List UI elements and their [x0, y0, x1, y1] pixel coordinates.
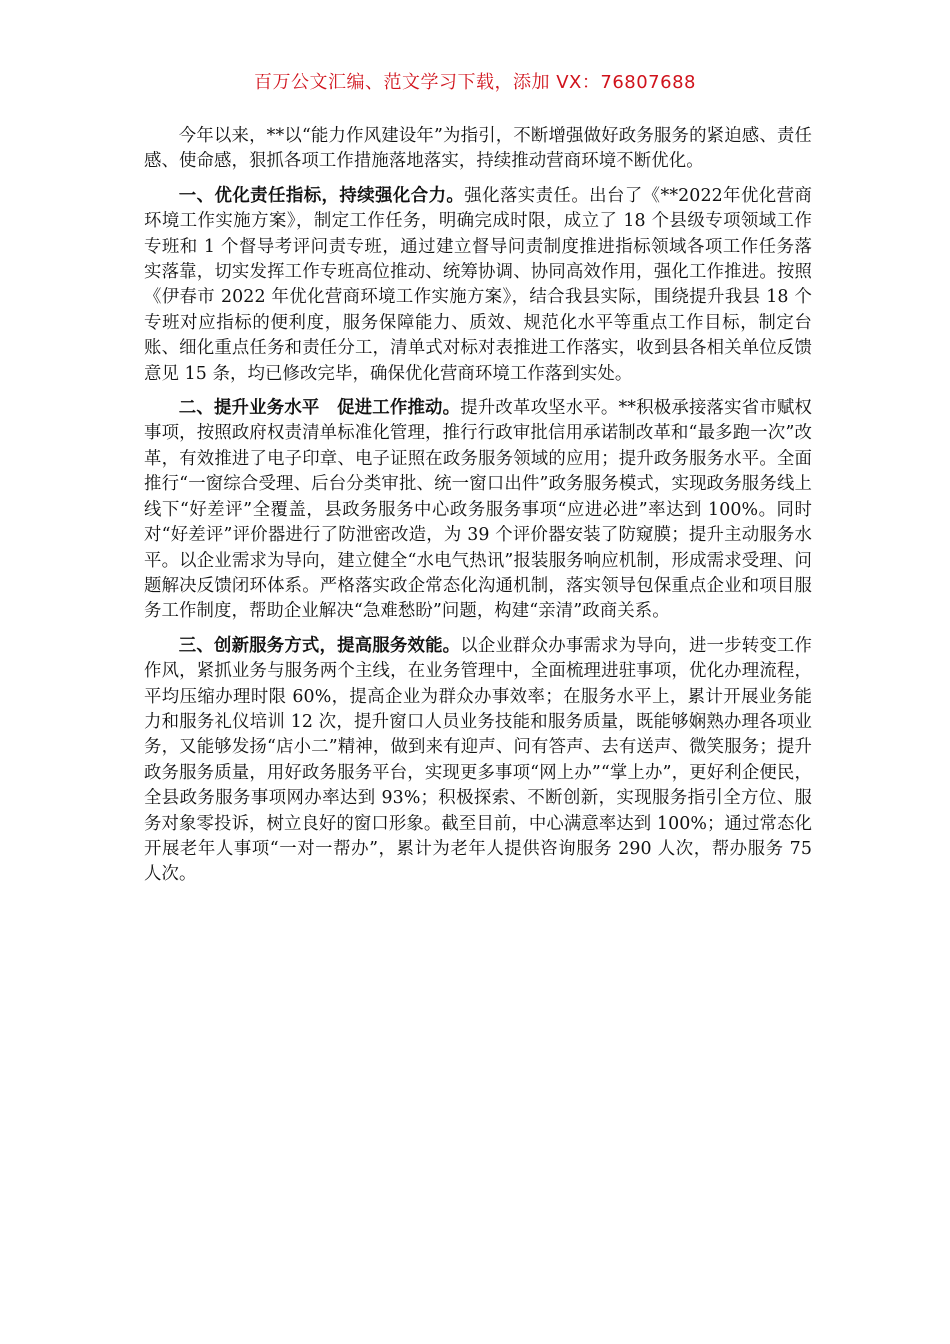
section-paragraph-1: [144, 184, 812, 387]
section-body-2: 提升改革攻坚水平。**积极承接落实省市赋权事项，按照政府权责清单标准化管理，推行行政审批信用承诺制改革和“最多跑一次”改革，有效推进了电子印章、电子证照在政务服务领域的应用；提升政务服务水平。全面推行“一窗综合受理、后台分类审批、统一窗口出件”政务服务模式，实现政务服务线上线下“好差评”全覆盖，县政务服务中心政务服务事项“应进必进”率达到 100%。同时对“好差评”评价器进行了防泄密改造，为 39 个评价器安装了防窥膜；提升主动服务水平。以企业需求为导向，建立健全“水电气热讯”报装服务响应机制，形成需求受理、问题解决反馈闭环体系。严格落实政企常态化沟通机制，落实领导包保重点企业和项目服务工作制度，帮助企业解决“急难愁盼”问题，构建“亲清”政商关系。: [144, 398, 812, 622]
intro-paragraph: 今年以来，**以“能力作风建设年”为指引，不断增强做好政务服务的紧迫感、责任感、使命感，狠抓各项工作措施落地落实，持续推动营商环境不断优化。: [144, 126, 812, 172]
document-body: [144, 124, 812, 897]
section-paragraph-2: [144, 396, 812, 625]
section-heading-2: 二、提升业务水平 促进工作推动。: [178, 398, 461, 419]
section-heading-3: 三、创新服务方式，提高服务效能。: [178, 635, 461, 656]
header-banner: 百万公文汇编、范文学习下载，添加 VX：76807688: [254, 72, 696, 93]
section-heading-1: 一、优化责任指标，持续强化合力。: [178, 185, 465, 206]
section-paragraph-3: [144, 634, 812, 888]
section-body-3: 以企业群众办事需求为导向，进一步转变工作作风，紧抓业务与服务两个主线，在业务管理中，全面梳理进驻事项，优化办理流程，平均压缩办理时限 60%，提高企业为群众办事效率；在服务水平上，累计开展业务能力和服务礼仪培训 12 次，提升窗口人员业务技能和服务质量，既能够娴熟办理各项业务，又能够发扬“店小二”精神，做到来有迎声、问有答声、去有送声、微笑服务；提升政务服务质量，用好政务服务平台，实现更多事项“网上办”“掌上办”，更好利企便民，全县政务服务事项网办率达到 93%；积极探索、不断创新，实现服务指引全方位、服务对象零投诉，树立良好的窗口形象。截至目前，中心满意率达到 100%；通过常态化开展老年人事项“一对一帮办”，累计为老年人提供咨询服务 290 人次，帮办服务 75 人次。: [144, 635, 812, 885]
section-body-1: 强化落实责任。出台了《**2022年优化营商环境工作实施方案》，制定工作任务，明确完成时限，成立了 18 个县级专项领域工作专班和 1 个督导考评问责专班，通过建立督导问责制度推进指标领域各项工作任务落实落靠，切实发挥工作专班高位推动、统筹协调、协同高效作用，强化工作推进。按照《伊春市 2022 年优化营商环境工作实施方案》，结合我县实际，围绕提升我县 18 个专班对应指标的便利度，服务保障能力、质效、规范化水平等重点工作目标，制定台账、细化重点任务和责任分工，清单式对标对表推进工作落实，收到县各相关单位反馈意见 15 条，均已修改完毕，确保优化营商环境工作落到实处。: [144, 185, 812, 384]
